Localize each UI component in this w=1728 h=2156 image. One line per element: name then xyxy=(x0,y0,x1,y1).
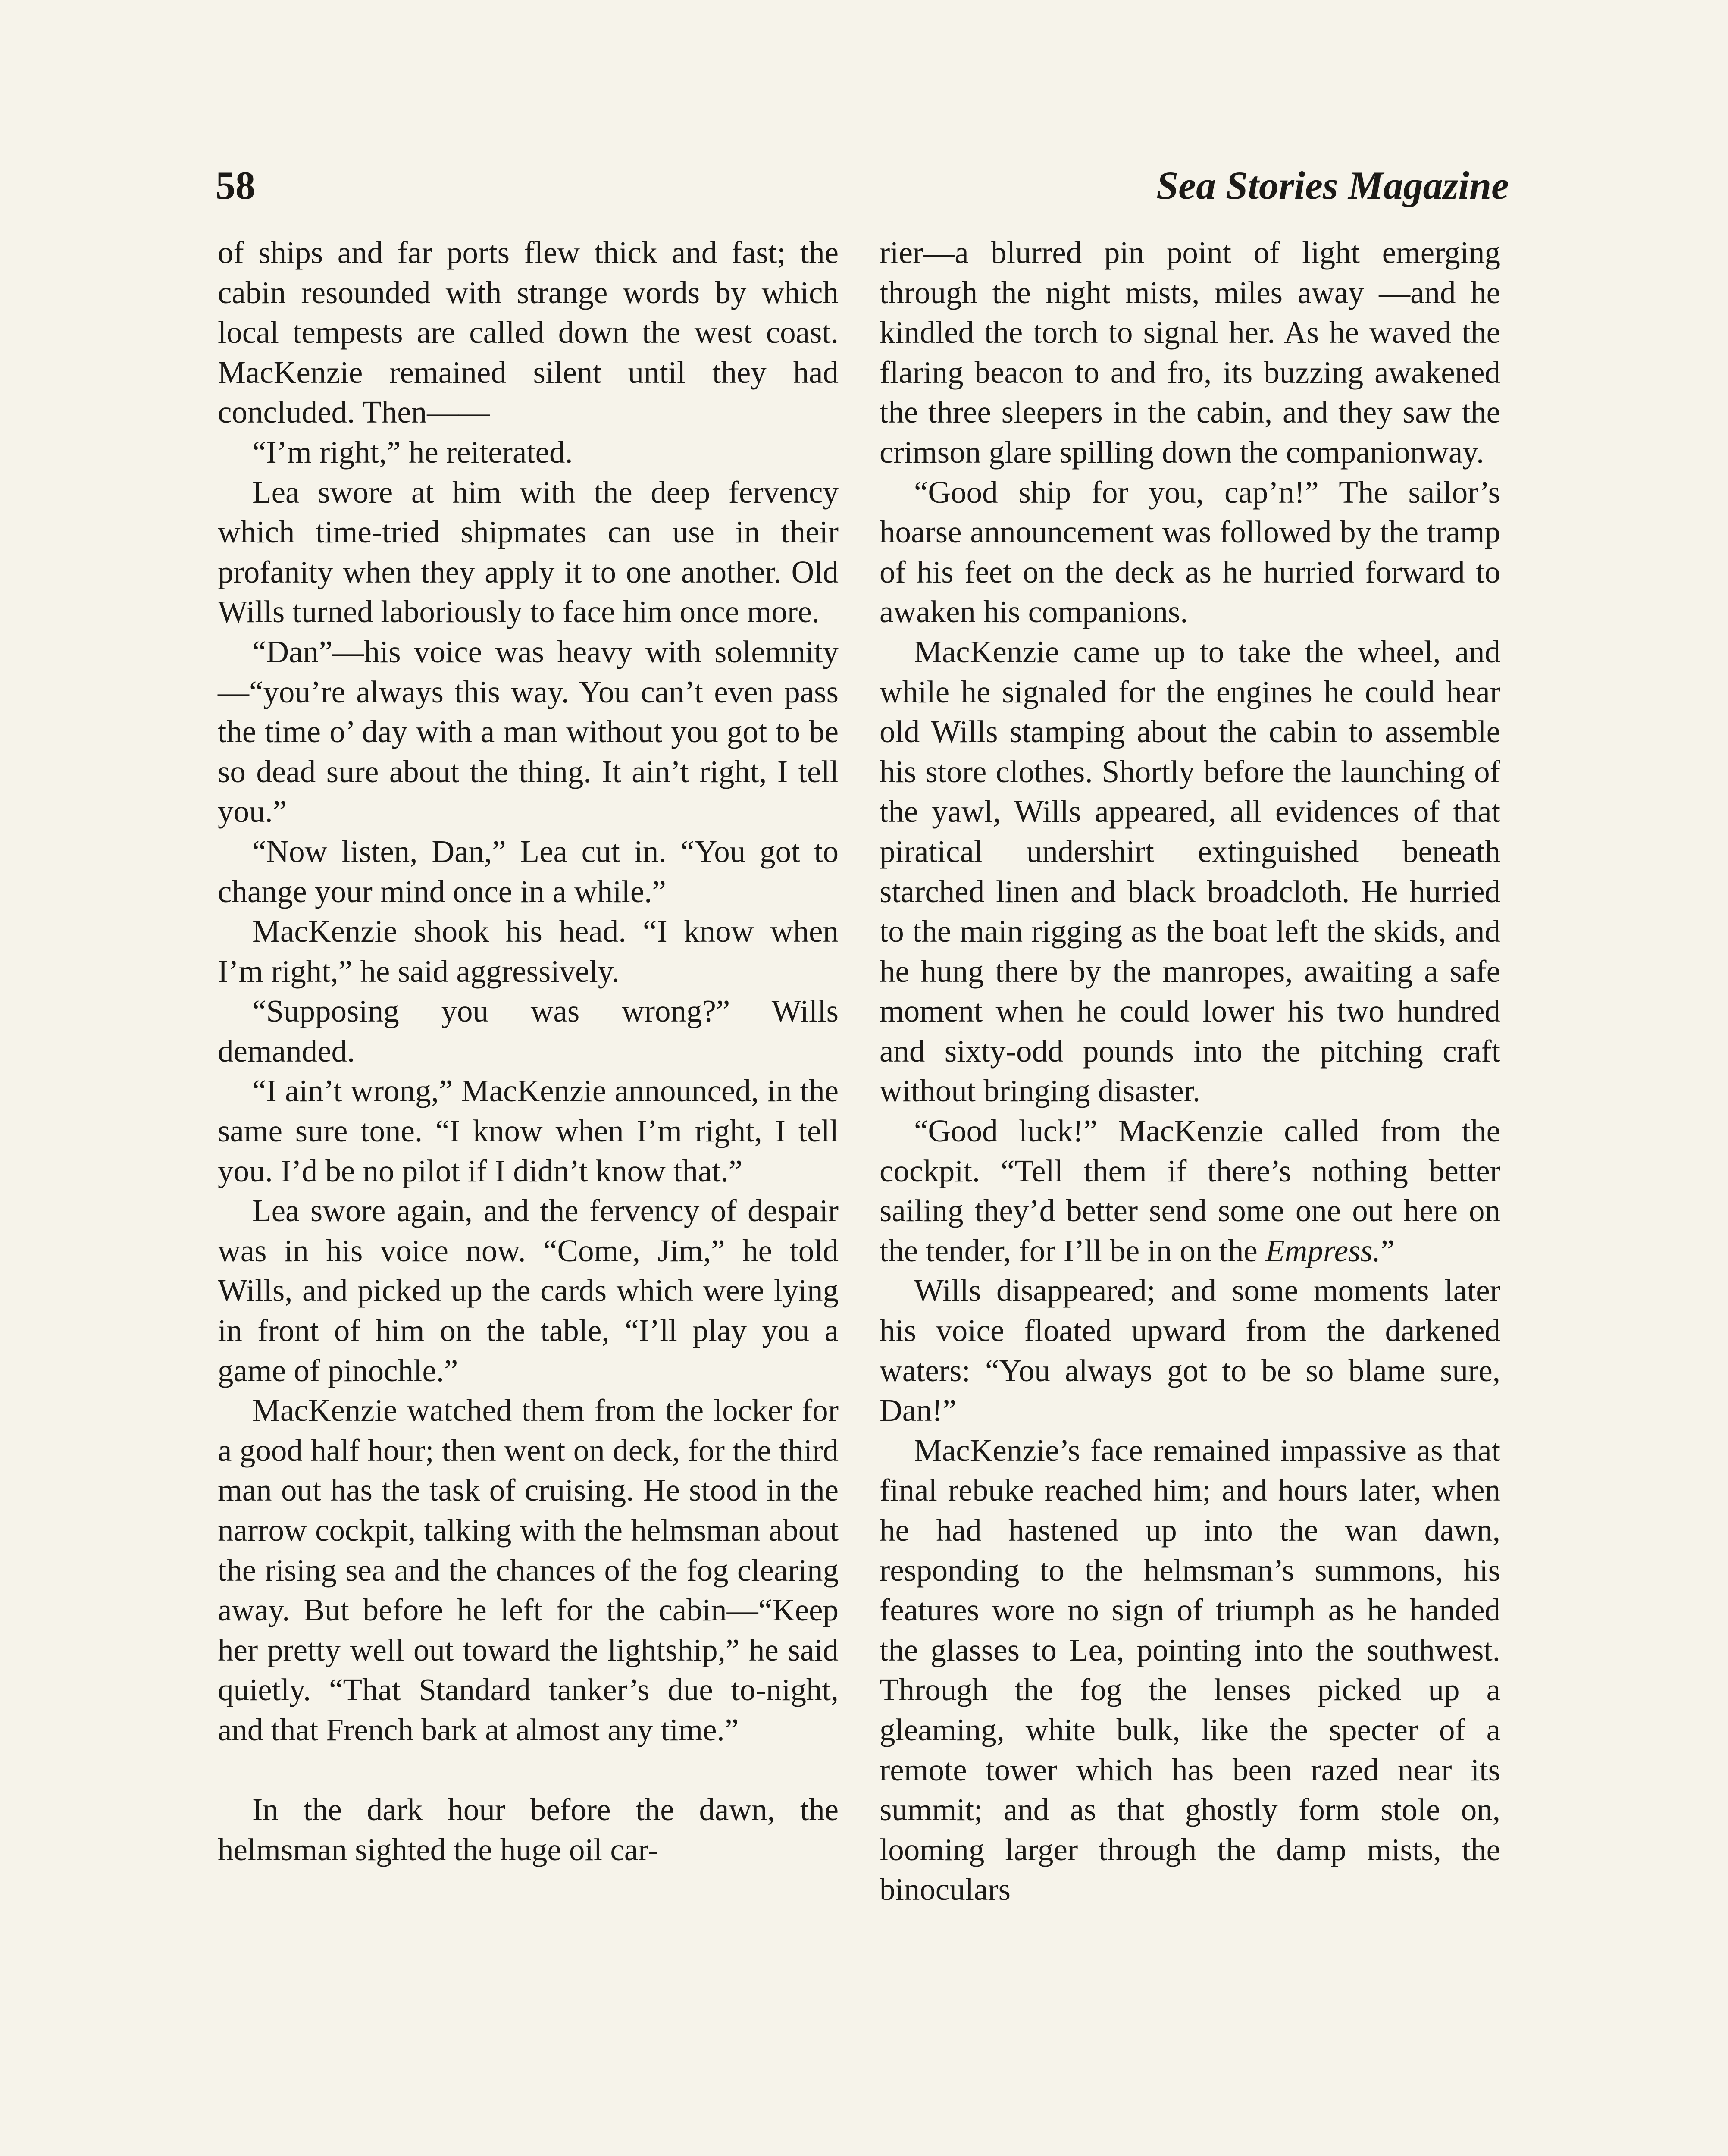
page-number: 58 xyxy=(216,163,255,207)
section-break-paragraph: In the dark hour before the dawn, the helmsman sighted the huge oil car- xyxy=(218,1792,839,1867)
right-column xyxy=(880,233,1500,1910)
paragraph: of ships and far ports flew thick and fast; the cabin resounded with strange words by which local tempests are called down the west coast. MacKenzie remained silent until they had concluded. Then—— xyxy=(218,235,839,430)
paragraph: “Good ship for you, cap’n!” The sailor’s hoarse announcement was followed by the tramp of his feet on the deck as he hurried forward to awaken his companions. xyxy=(880,474,1500,630)
paragraph: “Now listen, Dan,” Lea cut in. “You got to change your mind once in a while.” xyxy=(218,834,839,909)
paragraph: rier—a blurred pin point of light emerging through the night mists, miles away —and he kindled the torch to signal her. As he waved the flaring beacon to and fro, its buzzing awakened the three sleepers in the cabin, and they saw the crimson glare spilling down the companionway. xyxy=(880,235,1500,470)
left-column xyxy=(218,233,839,1870)
paragraph: MacKenzie came up to take the wheel, and while he signaled for the engines he could hear old Wills stamping about the cabin to assemble his store clothes. Shortly before the launching of the yawl, Wills appeared, all evidences of that piratical undershirt extinguished beneath starched linen and black broadcloth. He hurried to the main rigging as the boat left the skids, and he hung there by the manropes, awaiting a safe moment when he could lower his two hundred and sixty-odd pounds into the pitching craft without bringing disaster. xyxy=(880,634,1500,1109)
paragraph: MacKenzie shook his head. “I know when I’m right,” he said aggressively. xyxy=(218,914,839,989)
ship-name: Empress. xyxy=(1265,1233,1381,1268)
page-header xyxy=(216,155,1509,216)
paragraph: “I ain’t wrong,” MacKenzie announced, in the same sure tone. “I know when I’m right, I tell you. I’d be no pilot if I didn’t know that.” xyxy=(218,1073,839,1188)
running-head: Sea Stories Magazine xyxy=(1156,163,1509,207)
paragraph: Wills disappeared; and some moments later his voice floated upward from the darkened waters: “You always got to be so blame sure, Dan!” xyxy=(880,1273,1500,1428)
paragraph: MacKenzie watched them from the locker for a good half hour; then went on deck, for the third man out has the task of cruising. He stood in the narrow cockpit, talking with the helmsman about the rising sea and the chances of the fog clearing away. But before he left for the cabin—“Keep her pretty well out toward the lightship,” he said quietly. “That Standard tanker’s due to-night, and that French bark at almost any time.” xyxy=(218,1393,839,1747)
paragraph xyxy=(880,1111,1500,1271)
paragraph: MacKenzie’s face remained impassive as that final rebuke reached him; and hours later, when he had hastened up into the wan dawn, responding to the helmsman’s summons, his features wore no sign of triumph as he handed the glasses to Lea, pointing into the southwest. Through the fog the lenses picked up a gleaming, white bulk, like the specter of a remote tower which has been razed near its summit; and as that ghostly form stole on, looming larger through the damp mists, the binoculars xyxy=(880,1432,1500,1907)
paragraph: “Supposing you was wrong?” Wills demanded. xyxy=(218,993,839,1069)
paragraph: “Dan”—his voice was heavy with solemnity—“you’re always this way. You can’t even pass the time o’ day with a man without you got to be so dead sure about the thing. It ain’t right, I tell you.” xyxy=(218,634,839,829)
paragraph-text: “Good luck!” MacKenzie called from the cockpit. “Tell them if there’s nothing better sailing they’d better send some one out here on the tender, for I’ll be in on the xyxy=(880,1113,1500,1268)
paragraph: Lea swore again, and the fervency of despair was in his voice now. “Come, Jim,” he told Wills, and picked up the cards which were lying in front of him on the table, “I’ll play you a game of pinochle.” xyxy=(218,1193,839,1388)
paragraph: “I’m right,” he reiterated. xyxy=(252,434,573,470)
paragraph: Lea swore at him with the deep fervency which time-tried shipmates can use in their profanity when they apply it to one another. Old Wills turned laboriously to face him once more. xyxy=(218,474,839,630)
closing-quote: ” xyxy=(1381,1233,1395,1268)
